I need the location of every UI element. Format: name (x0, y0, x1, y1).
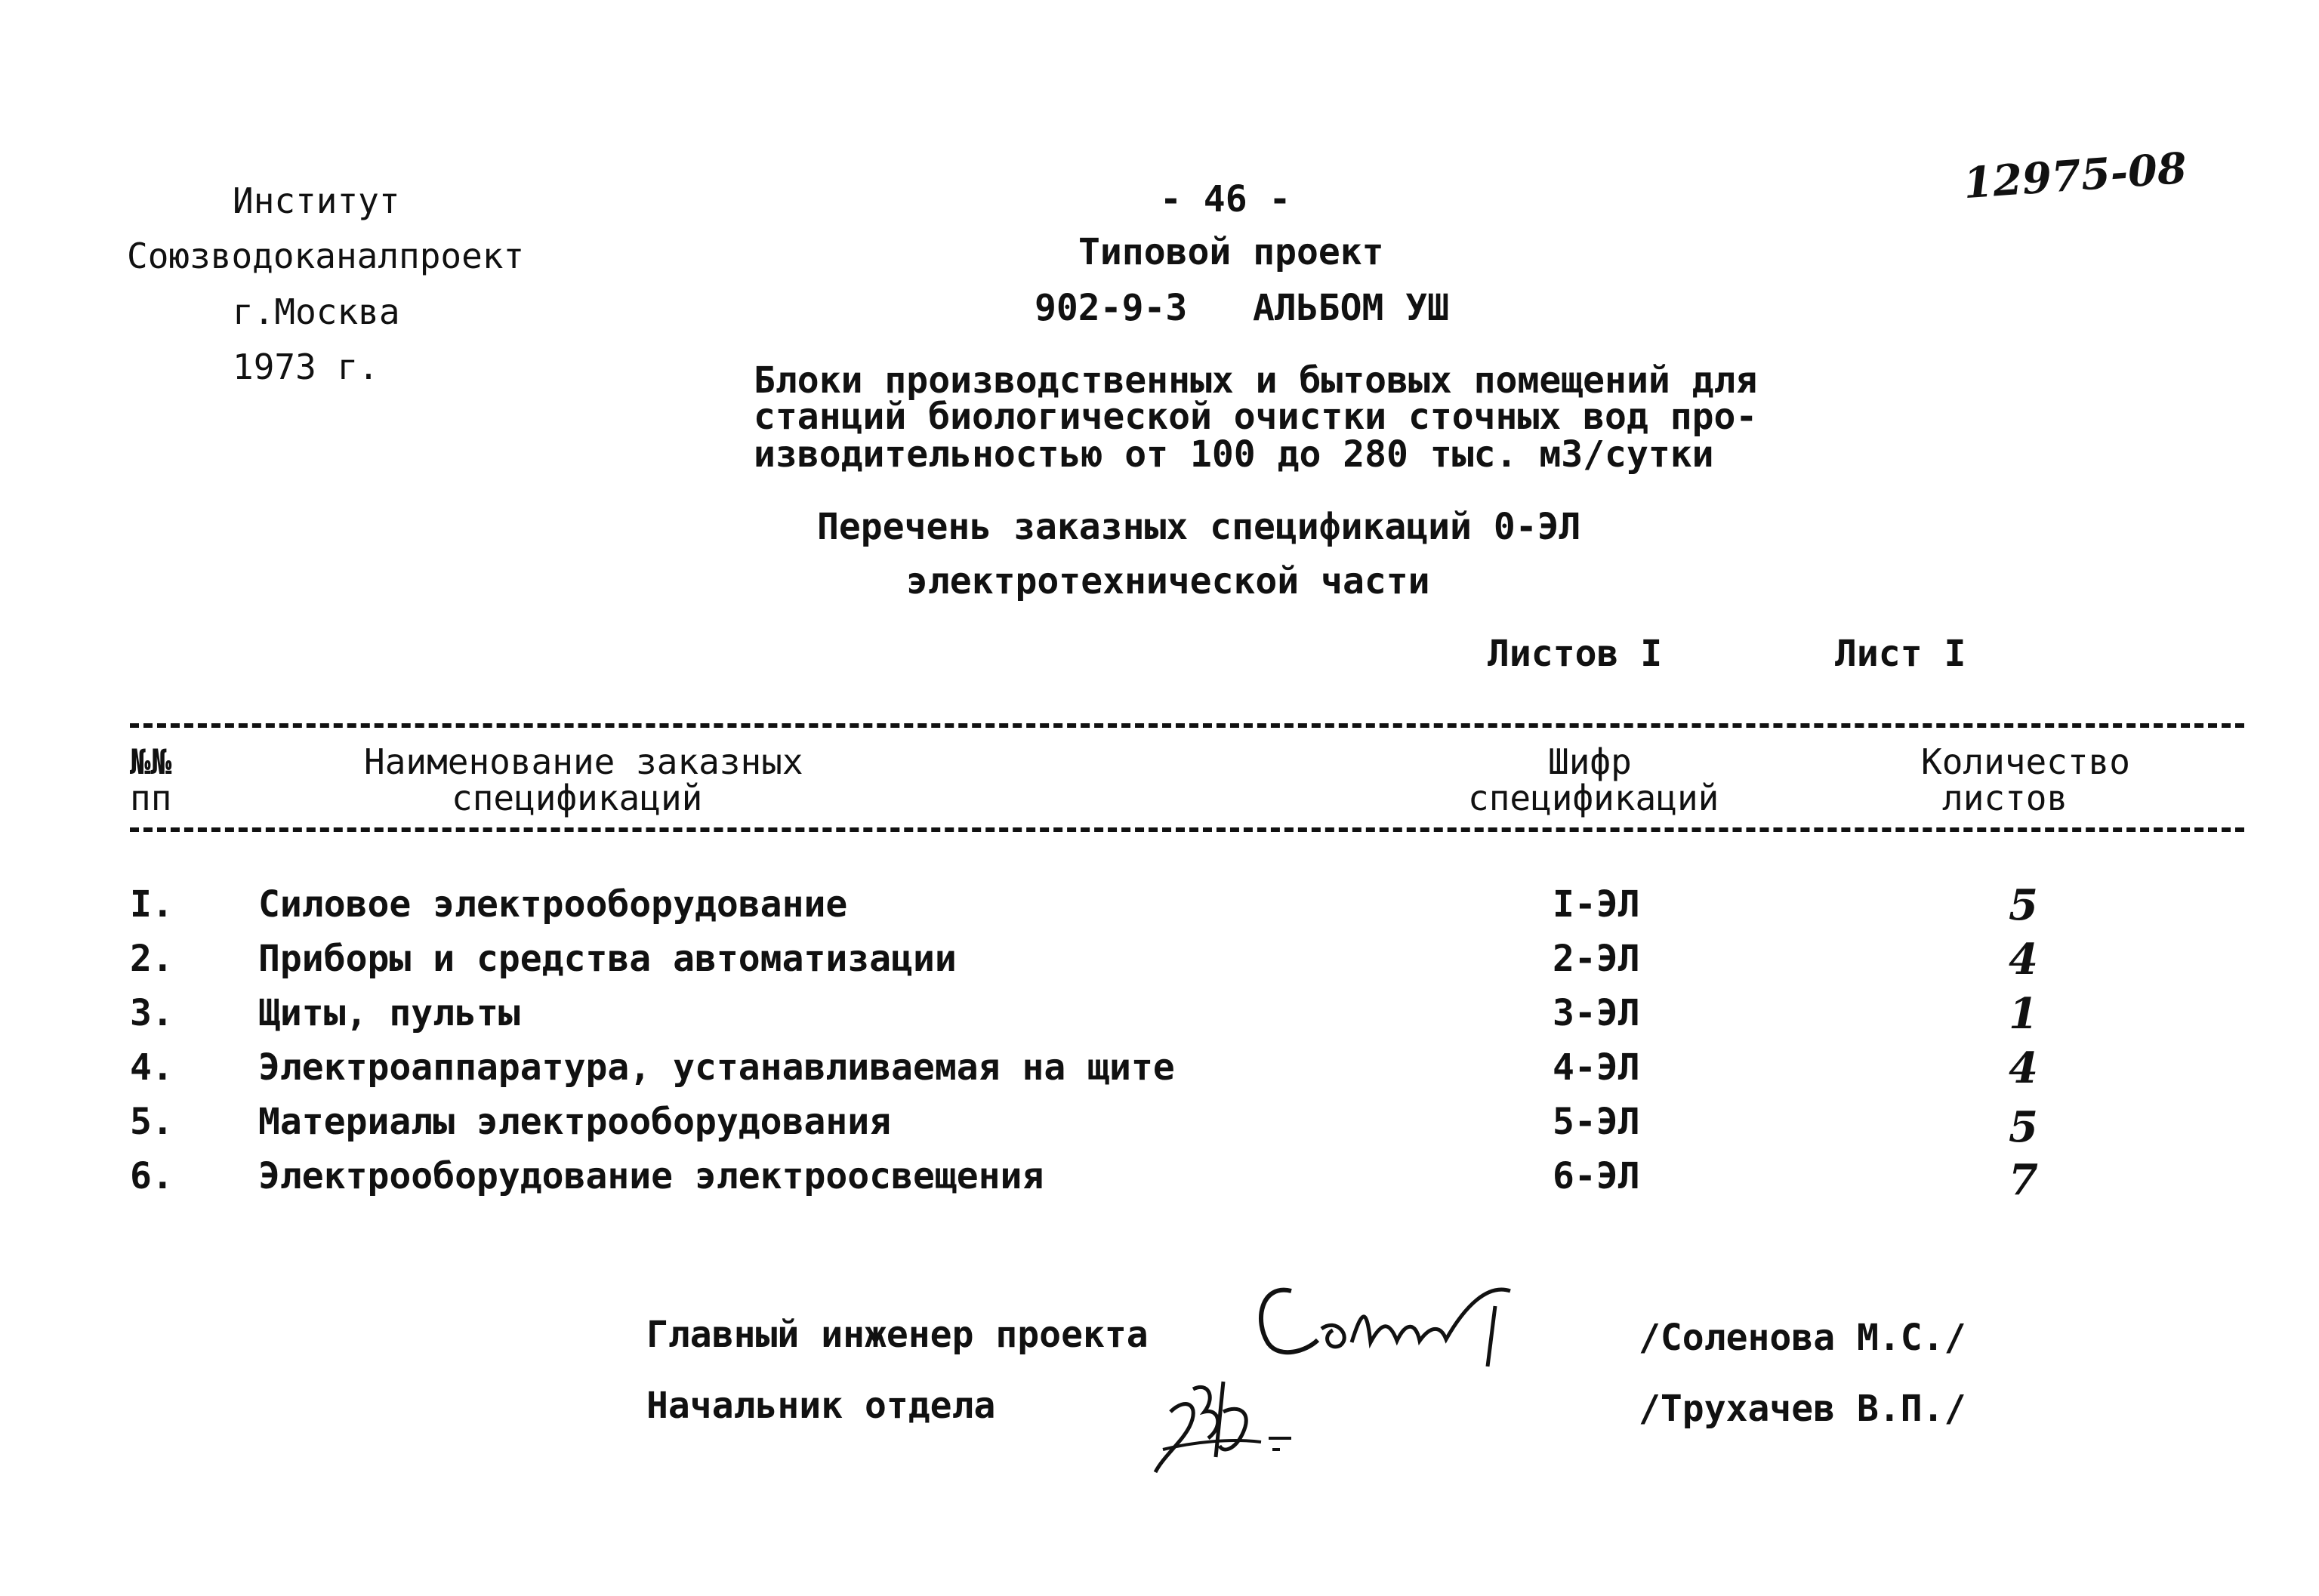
institute-city: г.Москва (233, 291, 400, 332)
col-header-code: Шифр (1548, 741, 1632, 782)
col-header-code-2: спецификаций (1468, 778, 1719, 818)
row-code: 5-ЭЛ (1553, 1101, 1640, 1143)
row-code: 6-ЭЛ (1553, 1155, 1640, 1197)
row-code: 4-ЭЛ (1553, 1046, 1640, 1089)
col-header-name-2: спецификаций (452, 778, 703, 818)
row-name: Материалы электрооборудования (258, 1101, 892, 1143)
col-header-name: Наименование заказных (364, 741, 803, 782)
row-sheets: 5 (2009, 880, 2038, 930)
row-number: 2. (130, 938, 174, 980)
description-line-2: станций биологической очистки сточных вод про- (754, 396, 1758, 438)
row-sheets: 7 (2009, 1155, 2038, 1205)
table-top-rule (130, 723, 2244, 728)
row-code: I-ЭЛ (1553, 883, 1640, 926)
description-line-3: изводительностью от 100 до 280 тыс. м3/сутки (754, 433, 1714, 476)
sheets-total: Листов I (1488, 633, 1663, 675)
signature-role: Начальник отдела (646, 1385, 996, 1427)
institute-year: 1973 г. (233, 347, 379, 387)
row-name: Щиты, пульты (258, 992, 520, 1034)
row-number: 3. (130, 992, 174, 1034)
chief-engineer-signature (1238, 1276, 1556, 1374)
row-sheets: 4 (2009, 1043, 2038, 1093)
description-line-1: Блоки производственных и бытовых помещений для (754, 359, 1758, 402)
row-number: I. (130, 883, 174, 926)
row-number: 6. (130, 1155, 174, 1197)
document-title: Перечень заказных спецификаций 0-ЭЛ (817, 506, 1581, 548)
row-number: 4. (130, 1046, 174, 1089)
row-number: 5. (130, 1101, 174, 1143)
document-number: 12975-08 (1962, 143, 2188, 209)
row-name: Электрооборудование электроосвещения (258, 1155, 1044, 1197)
project-code: 902-9-3 АЛЬБОМ УШ (1035, 287, 1450, 329)
row-sheets: 1 (2009, 989, 2038, 1039)
sheet-current: Лист I (1835, 633, 1966, 675)
row-code: 3-ЭЛ (1553, 992, 1640, 1034)
col-header-number-2: пп (130, 778, 172, 818)
document-subtitle: электротехнической части (906, 560, 1430, 602)
signature-name: /Трухачев В.П./ (1639, 1388, 1966, 1430)
institute-org: Союзводоканалпроект (127, 236, 525, 276)
col-header-sheets-2: листов (1942, 778, 2068, 818)
col-header-number: №№ (130, 741, 172, 782)
row-name: Приборы и средства автоматизации (258, 938, 957, 980)
row-sheets: 4 (2009, 935, 2038, 984)
signature-role: Главный инженер проекта (646, 1314, 1149, 1356)
row-code: 2-ЭЛ (1553, 938, 1640, 980)
col-header-sheets: Количество (1921, 741, 2130, 782)
page-number: - 46 - (1160, 178, 1291, 220)
department-head-signature (1148, 1366, 1329, 1480)
row-name: Силовое электрооборудование (258, 883, 848, 926)
row-name: Электроаппаратура, устанавливаемая на щите (258, 1046, 1175, 1089)
row-sheets: 5 (2009, 1102, 2038, 1152)
table-header-rule (130, 827, 2244, 832)
signature-name: /Соленова М.С./ (1639, 1317, 1966, 1359)
institute-name: Институт (233, 180, 400, 221)
project-type: Типовой проект (1078, 231, 1384, 273)
